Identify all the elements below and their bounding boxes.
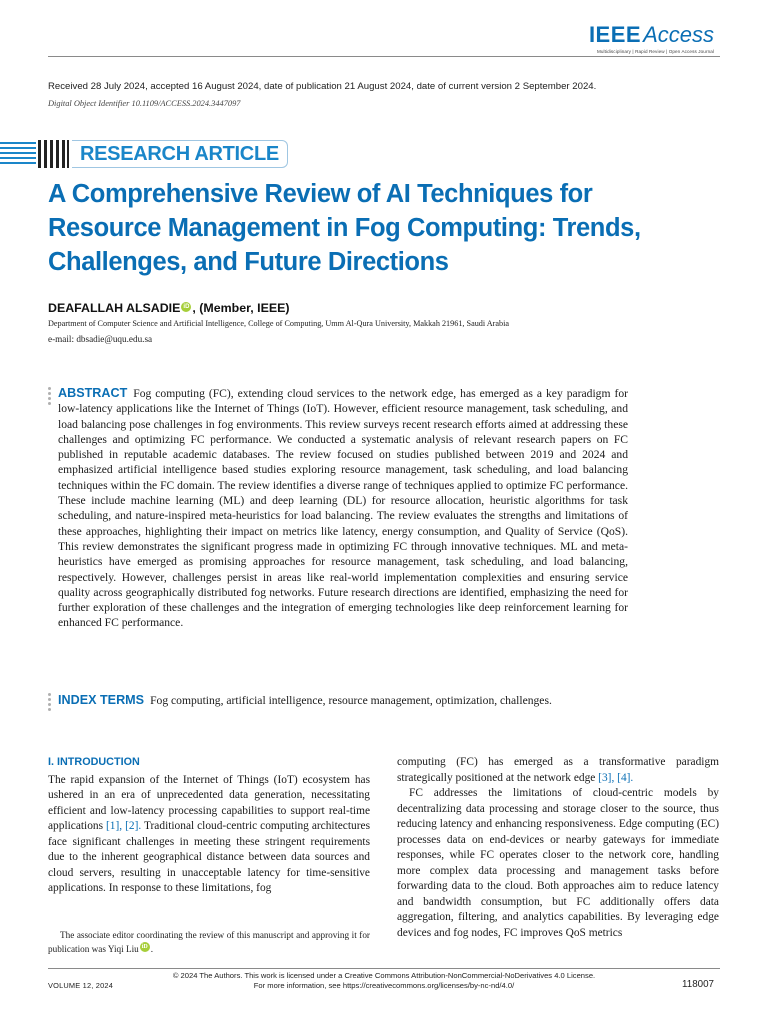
- abstract: [58, 386, 628, 631]
- author-email[interactable]: e-mail: dbsadie@uqu.edu.sa: [48, 334, 153, 344]
- abstract-dots-icon: [48, 387, 51, 407]
- banner-box: [72, 140, 288, 168]
- abstract-heading: ABSTRACT: [58, 386, 128, 400]
- right-column: [397, 755, 719, 941]
- journal-brand: IEEE: [588, 22, 642, 47]
- journal-name: Access: [643, 22, 714, 47]
- index-terms-text: Fog computing, artificial intelligence, resource management, optimization, challenges.: [150, 694, 552, 707]
- journal-logo: [589, 22, 714, 54]
- page-number: 118007: [682, 979, 714, 990]
- doi[interactable]: Digital Object Identifier 10.1109/ACCESS.2024.3447097: [48, 99, 241, 108]
- author-affiliation: Department of Computer Science and Artificial Intelligence, College of Computing, Umm Al-Qura University, Makkah 21961, Saudi Arabia: [48, 319, 510, 328]
- author-name: DEAFALLAH ALSADIE: [48, 301, 181, 315]
- author-membership: , (Member, IEEE): [192, 301, 290, 315]
- abstract-text: Fog computing (FC), extending cloud services to the network edge, has emerged as a key paradigm for low-latency applications like the Internet of Things (IoT). However, efficient resource management, task scheduling, and load balancing pose challenges in fog environments. This review surveys recent research efforts aimed at addressing these challenges and optimizing FC performance. We conducted a systematic analysis of relevant research papers on FC published in reputable academic databases. The review focused on studies published between 2019 and 2024 and emphasized artificial intelligence based studies exploring resource management, task scheduling, and load balancing techniques within the FC domain. The review identifies a diverse range of techniques applied to optimize FC performance. These include machine learning (ML) and deep learning (DL) for resource allocation, heuristic algorithms for task scheduling, and nature-inspired meta-heuristics for load balancing. The review evaluates the strengths and limitations of these approaches, highlighting their impact on metrics like latency, energy consumption, and Quality of Service (QoS). This review demonstrates the significant progress made in optimizing FC through innovative techniques. ML and meta-heuristics have emerged as promising approaches for resource management, task scheduling, and load balancing, respectively. However, challenges persist in areas like real-world implementation complexities and ensuring service quality across geographically distributed fog networks. Future research directions are identified, emphasizing the need for further exploration of these challenges and the integration of emerging technologies like deep reinforcement learning for enhanced FC performance.: [58, 387, 628, 630]
- license-notice: [150, 971, 618, 991]
- footer-divider: [48, 968, 720, 969]
- article-type-banner: [0, 139, 300, 169]
- intro-paragraph-1: [48, 773, 370, 897]
- citation-link[interactable]: [1], [2].: [106, 820, 142, 832]
- article-title: A Comprehensive Review of AI Techniques for Resource Management in Fog Computing: Trends, Challenges, and Future Directions: [48, 180, 641, 276]
- citation-link[interactable]: [3], [4].: [598, 771, 634, 784]
- orcid-icon[interactable]: iD: [183, 304, 190, 310]
- banner-stripes-icon: [0, 139, 70, 169]
- section-heading-introduction: I. INTRODUCTION: [48, 756, 140, 768]
- intro-text: computing (FC) has emerged as a transformative paradigm strategically positioned at the network edge: [397, 756, 719, 784]
- volume: VOLUME 12, 2024: [48, 981, 114, 990]
- license-line-1: © 2024 The Authors. This work is licensed under a Creative Commons Attribution-NonCommercial-NoDerivatives 4.0 License.: [172, 971, 596, 980]
- index-terms-heading: INDEX TERMS: [58, 693, 145, 707]
- article-type: RESEARCH ARTICLE: [80, 143, 279, 165]
- editor-footnote: The associate editor coordinating the review of this manuscript and approving it for publication was Yiqi Liu iD .: [48, 930, 370, 954]
- footnote-text: The associate editor coordinating the review of this manuscript and approving it for publication was Yiqi Liu: [48, 930, 370, 954]
- intro-text: The rapid expansion of the Internet of Things (IoT) ecosystem has ushered in an era of unprecedented data generation, necessitating efficient and low-latency processing capabilities to support real-time applications: [48, 773, 370, 832]
- journal-tagline: Multidisciplinary | Rapid Review | Open Access Journal: [596, 49, 714, 54]
- license-line-2[interactable]: For more information, see https://creativecommons.org/licenses/by-nc-nd/4.0/: [253, 981, 515, 990]
- publication-dates: Received 28 July 2024, accepted 16 August 2024, date of publication 21 August 2024, date of current version 2 September 2024.: [48, 81, 597, 92]
- intro-text: Traditional cloud-centric computing architectures face significant challenges in meeting these stringent requirements due to the inherent geographical distance between data sources and cloud servers, resulting in unacceptable latency for time-sensitive applications. In response to these limitations, fog: [48, 820, 371, 894]
- intro-paragraph-2: FC addresses the limitations of cloud-centric models by decentralizing data processing and storage closer to the source, thus reducing latency and enhancing responsiveness. Edge computing (EC) processes data on end-devices or nearby gateways for immediate responses, while FC operates closer to the network core, handling more complex data processing and management tasks before forwarding data to the cloud. Both approaches aim to reduce latency and bandwidth consumption, but FC additionally offers data aggregation, filtering, and analytics capabilities. By leveraging edge devices and fog nodes, FC improves QoS metrics: [397, 787, 719, 939]
- intro-paragraph-1-cont: [397, 755, 719, 786]
- left-column: [48, 755, 370, 897]
- index-terms-dots-icon: [48, 693, 51, 713]
- header-divider: [48, 56, 720, 57]
- author-line: [48, 301, 290, 315]
- index-terms: [58, 693, 658, 708]
- editor-orcid-icon[interactable]: iD: [141, 944, 148, 950]
